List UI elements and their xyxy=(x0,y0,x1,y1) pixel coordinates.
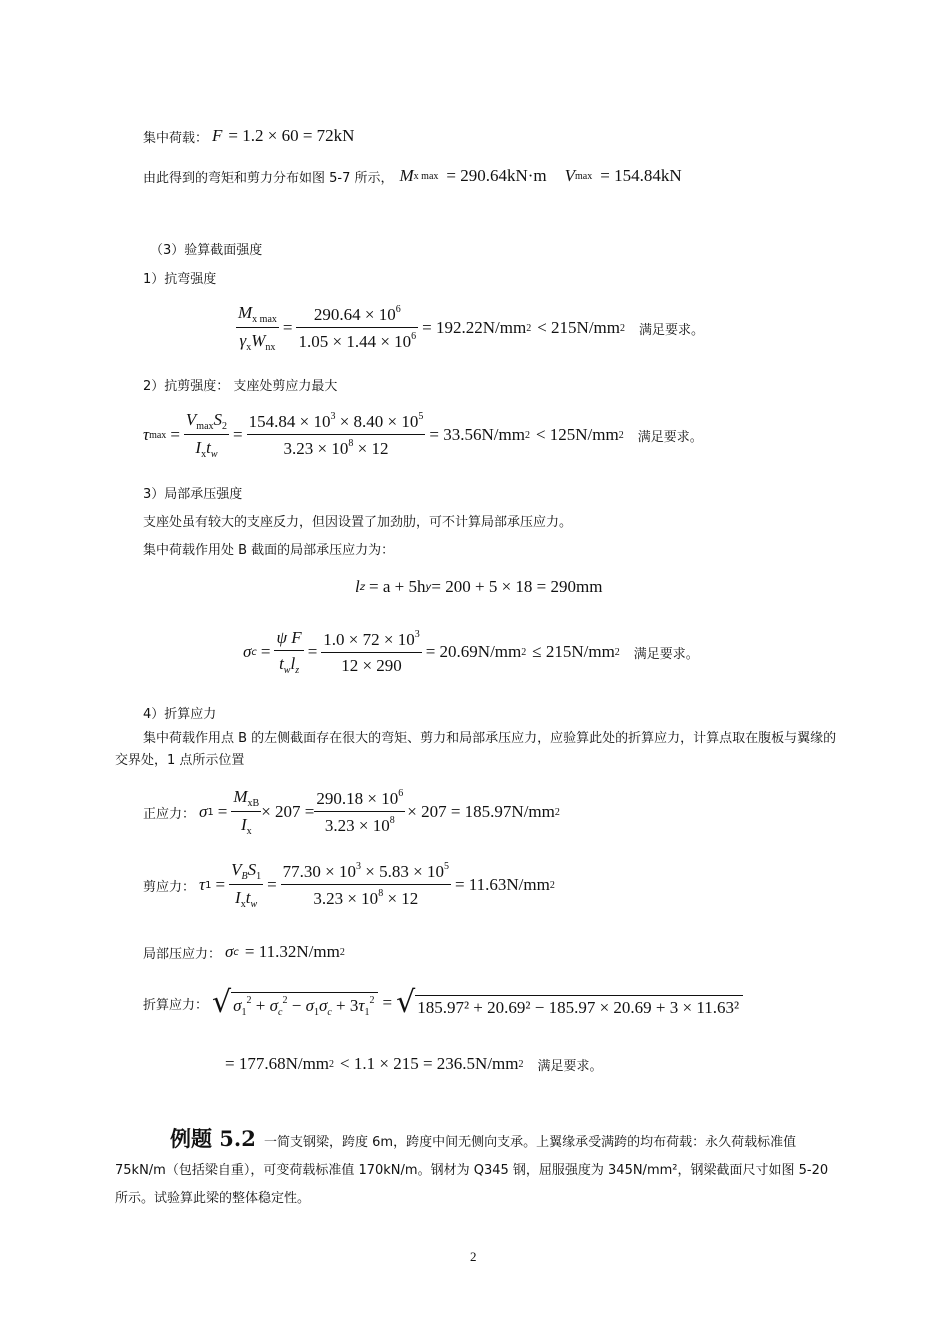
reduced-heading: 4）折算应力 xyxy=(143,707,217,722)
bending-result: = 192.22N/mm xyxy=(422,318,527,337)
bending-denominator: 1.05 × 1.44 × 10 xyxy=(298,332,412,351)
local-pressure-line: 局部压应力： σ c = 11.32N/mm 2 xyxy=(143,942,345,962)
local-pressure-value: = 11.32N/mm xyxy=(244,942,340,961)
reduced-final: = 177.68N/mm xyxy=(225,1054,330,1073)
shear-stress-result: = 11.63N/mm xyxy=(454,875,550,894)
bending-numerator: 290.64 × 10 xyxy=(313,305,396,324)
example-block xyxy=(115,1125,840,1213)
moment-value: = 290.64kN·m xyxy=(446,166,547,185)
normal-stress-line: 正应力： σ 1 = $\frac{M_{xB}}{I_x}$ × 207 = $\frac{290.18 \times 10^6}{3.23 \times 10^8}$ × 207 = 185.97N/mm 2 xyxy=(143,787,560,837)
shear-result: = 33.56N/mm xyxy=(429,425,525,444)
concentrated-load-formula: = 1.2 × 60 = 72kN xyxy=(228,126,355,145)
local-bearing-result: = 20.69N/mm xyxy=(425,642,522,661)
page-number: 2 xyxy=(470,1249,477,1264)
bending-formula: $\frac{M_{x max}}{\gamma_xW_{nx}}$ = $\frac{290.64 \times 10^6}{1.05 \times 1.44 \times 10^6}$ = 192.22N/mm 2 < 215N/mm 2 满足要求。 xyxy=(238,303,705,353)
shear-heading: 2）抗剪强度： 支座处剪应力最大 xyxy=(143,379,338,394)
shear-stress-line: 剪应力： τ 1 = $\frac{V_BS_1}{I_xt_w}$ = $\frac{77.30 \times 10^3 \times 5.83 \times 10^5}{3.23 \times 10^8 \times 12}$ = 11.63N/mm 2 xyxy=(143,860,555,910)
moment-shear-line: 由此得到的弯矩和剪力分布如图 5-7 所示， M x max = 290.64kN·m V max = 154.84kN xyxy=(143,166,682,186)
bending-limit: < 215N/mm xyxy=(537,318,621,337)
shear-limit: < 125N/mm xyxy=(535,425,619,444)
concentrated-load-line: 集中荷载： F = 1.2 × 60 = 72kN xyxy=(143,126,355,146)
normal-stress-result: × 207 = 185.97N/mm xyxy=(407,802,555,821)
reduced-final-line: = 177.68N/mm 2 < 1.1 × 215 = 236.5N/mm 2 满足要求。 xyxy=(225,1054,603,1074)
reduced-final-limit: < 1.1 × 215 = 236.5N/mm xyxy=(340,1054,519,1073)
bending-heading: 1）抗弯强度 xyxy=(143,272,217,287)
local-bearing-para2: 集中荷载作用处 B 截面的局部承压应力为： xyxy=(143,543,395,558)
example-title: 例题 5.2 xyxy=(170,1126,256,1151)
local-bearing-limit: ≤ 215N/mm xyxy=(532,642,615,661)
reduced-ok: 满足要求。 xyxy=(537,1058,603,1074)
local-bearing-formula: σ c = $\frac{\text{ψ F}}{t_wl_z}$ = $\frac{1.0 \times 72 \times 10^3}{12 \times 290}$ = 20.69N/mm 2 ≤ 215N/mm 2 满足要求。 xyxy=(243,628,699,676)
reduced-stress-line: 折算应力： √ $\sigma_1^2 + \sigma_c^2 - \sigma_1\sigma_c + 3\tau_1^2$ = √ 185.97² + 20.69² − 185.97 × 20.69 + 3 × 11.63² xyxy=(143,988,743,1018)
example-text: 一简支钢梁，跨度 6m，跨度中间无侧向支承。上翼缘承受满跨的均布荷载：永久荷载标准值 75kN/m（包括梁自重），可变荷载标准值 170kN/m。钢材为 Q345 钢，屈服强度为 345N/mm²，钢梁截面尺寸如图 5-20 所示。试验算此梁的整体稳定性。 xyxy=(115,1135,829,1206)
reduced-sqrt-numeric: 185.97² + 20.69² − 185.97 × 20.69 + 3 × 11.63² xyxy=(415,995,743,1018)
shear-ok: 满足要求。 xyxy=(637,429,703,445)
shear-value: = 154.84kN xyxy=(600,166,682,185)
lz-formula: l z = a + 5h y = 200 + 5 × 18 = 290mm xyxy=(355,577,603,596)
section-check-heading: （3）验算截面强度 xyxy=(150,243,263,258)
local-bearing-heading: 3）局部承压强度 xyxy=(143,487,243,502)
moment-shear-text: 由此得到的弯矩和剪力分布如图 5-7 所示， xyxy=(143,170,394,186)
local-bearing-para1: 支座处虽有较大的支座反力，但因设置了加劲肋，可不计算局部承压应力。 xyxy=(143,515,573,530)
concentrated-load-label: 集中荷载： xyxy=(143,130,209,146)
reduced-para: 集中荷载作用点 B 的左侧截面存在很大的弯矩、剪力和局部承压应力，应验算此处的折算应力，计算点取在腹板与翼缘的交界处，1 点所示位置 xyxy=(115,731,837,768)
shear-formula: τ max = $\frac{V_{max}S_2}{I_xt_w}$ = $\frac{154.84 \times 10^3 \times 8.40 \times 10^5}{3.23 \times 10^8 \times 12}$ = 33.56N/mm 2 < 125N/mm 2 满足要求。 xyxy=(143,410,703,460)
local-bearing-ok: 满足要求。 xyxy=(633,646,699,662)
bending-ok: 满足要求。 xyxy=(639,322,705,338)
